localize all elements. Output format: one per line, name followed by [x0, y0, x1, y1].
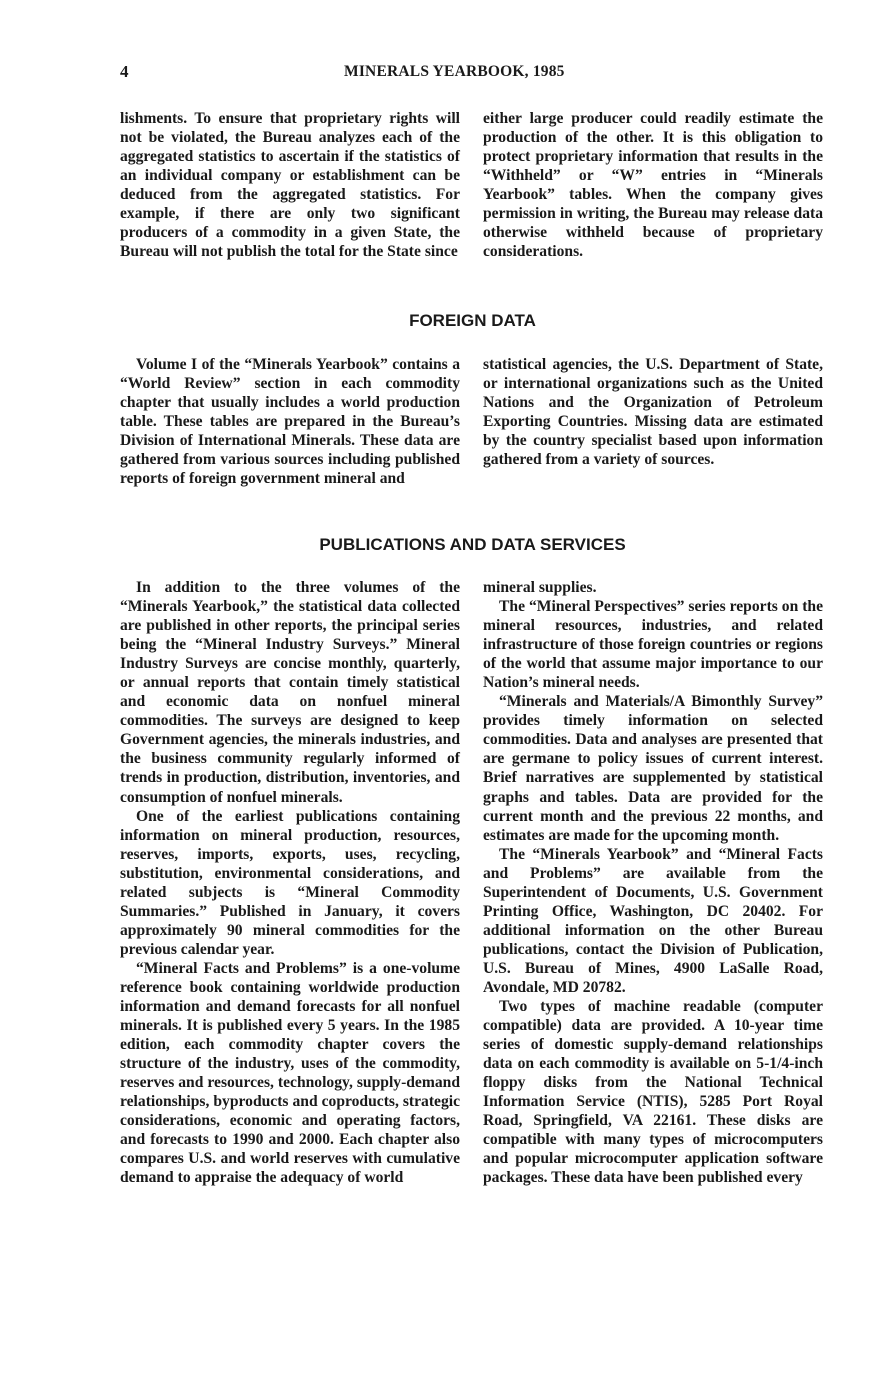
running-title: MINERALS YEARBOOK, 1985: [344, 63, 565, 80]
paragraph: Two types of machine readable (computer compatible) data are provided. A 10-year time series of domestic supply-demand relationships data on each commodity is available on 5-1/4-inch floppy disks from the National Technical Information Service (NTIS), 5285 Port Royal Road, Springfield, VA 22161. These disks are compatible with many types of microcomputers and popular microcomputer application software packages. These data have been published every: [483, 998, 823, 1187]
paragraph: mineral supplies.: [483, 579, 597, 596]
paragraph: One of the earliest publications containing information on mineral production, resources, reserves, imports, exports, uses, recycling, substitution, environmental considerations, and related subjects is “Mineral Commodity Summaries.” Published in January, it covers approximately 90 mineral commodities for the previous calendar year.: [120, 807, 460, 958]
publications-right-column: [483, 578, 823, 1188]
paragraph: The “Mineral Perspectives” series reports on the mineral resources, industries, and related infrastructure of those foreign countries or regions of the world that assume major importance to our Nation’s mineral needs.: [483, 598, 823, 692]
paragraph: lishments. To ensure that proprietary rights will not be violated, the Bureau analyzes each of the aggregated statistics to ascertain if the statistics of an individual company or establishment can be deduced from the aggregated statistics. For example, if there are only two significant producers of a commodity in a given State, the Bureau will not publish the total for the State since: [120, 110, 460, 261]
foreign-data-left-column: [120, 355, 460, 488]
section1-left-column: [120, 109, 460, 261]
foreign-data-right-column: [483, 355, 823, 469]
paragraph: In addition to the three volumes of the “Minerals Yearbook,” the statistical data collected are published in other reports, the principal series being the “Mineral Industry Surveys.” Mineral Industry Surveys are concise monthly, quarterly, or annual reports that contain timely statistical and economic data on nonfuel mineral commodities. The surveys are designed to keep Government agencies, the minerals industries, and the business community regularly informed of trends in production, distribution, inventories, and consumption of nonfuel minerals.: [120, 579, 460, 806]
foreign-data-heading: FOREIGN DATA: [409, 311, 536, 330]
publications-left-column: [120, 578, 460, 1188]
paragraph: statistical agencies, the U.S. Department of State, or international organizations such as the United Nations and the Organization of Petroleum Exporting Countries. Missing data are estimated by the country specialist based upon information gathered from a variety of sources.: [483, 356, 823, 469]
page-number: 4: [120, 62, 129, 81]
paragraph: “Mineral Facts and Problems” is a one-volume reference book containing worldwide production information and demand forecasts for all nonfuel minerals. It is published every 5 years. In the 1985 edition, each commodity chapter covers the structure of the industry, uses of the commodity, reserves and resources, technology, supply-demand relationships, byproducts and coproducts, strategic considerations, economic and operating factors, and forecasts to 1990 and 2000. Each chapter also compares U.S. and world reserves with cumulative demand to appraise the adequacy of world: [120, 959, 460, 1187]
page-header: [120, 62, 825, 84]
paragraph: “Minerals and Materials/A Bimonthly Survey” provides timely information on selected commodities. Data and analyses are presented that are germane to policy issues of current interest. Brief narratives are supplemented by statistical graphs and tables. Data are provided for the current month and the previous 22 months, and estimates are made for the upcoming month.: [483, 693, 823, 844]
paragraph: Volume I of the “Minerals Yearbook” contains a “World Review” section in each commodity chapter that usually includes a world production table. These tables are prepared in the Bureau’s Division of International Minerals. These data are gathered from various sources including published reports of foreign government mineral and: [120, 356, 460, 488]
paragraph: The “Minerals Yearbook” and “Mineral Facts and Problems” are available from the Superintendent of Documents, U.S. Government Printing Office, Washington, DC 20402. For additional information on the other Bureau publications, contact the Division of Publication, U.S. Bureau of Mines, 4900 LaSalle Road, Avondale, MD 20782.: [483, 845, 823, 996]
section1-right-column: [483, 109, 823, 261]
publications-heading: PUBLICATIONS AND DATA SERVICES: [319, 535, 626, 554]
paragraph: either large producer could readily estimate the production of the other. It is this obligation to protect proprietary information that results in the “Withheld” or “W” entries in “Minerals Yearbook” tables. When the company gives permission in writing, the Bureau may release data otherwise withheld because of proprietary considerations.: [483, 110, 823, 261]
